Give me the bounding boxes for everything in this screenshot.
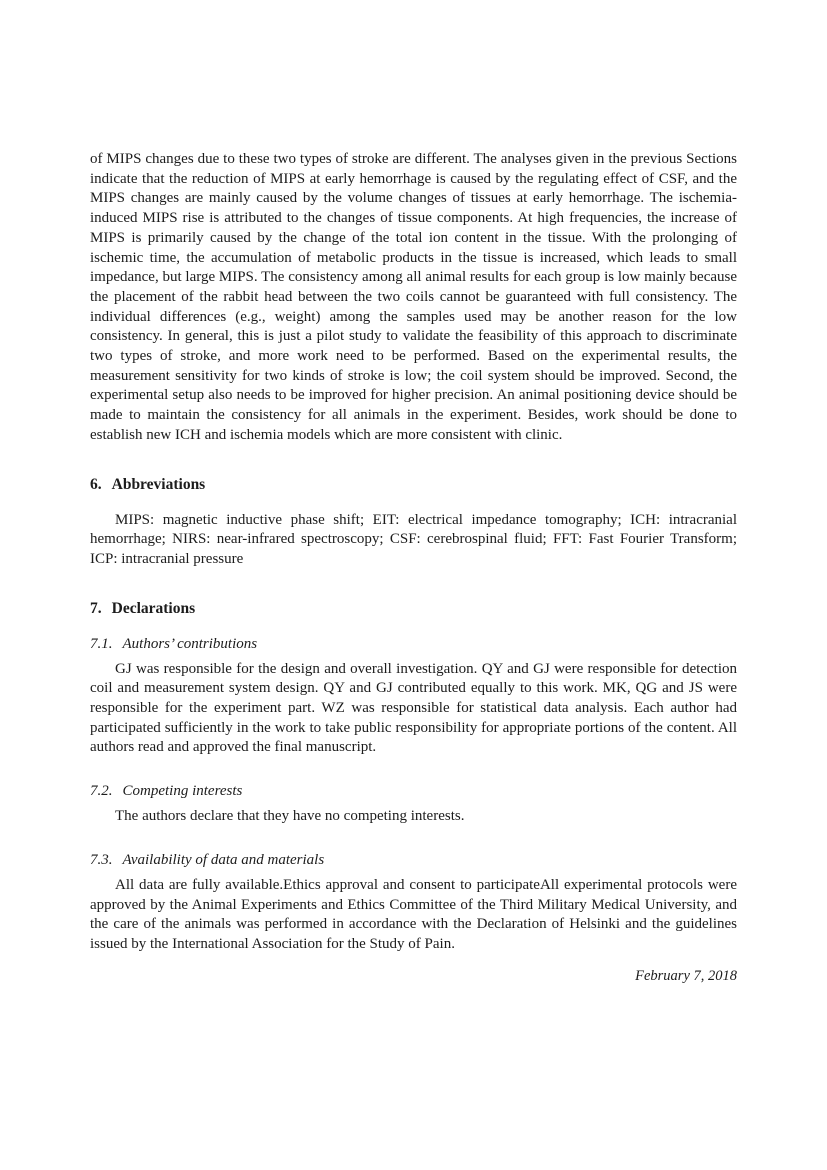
- section-heading-declarations: [90, 600, 737, 618]
- discussion-continuation-paragraph: of MIPS changes due to these two types of stroke are different. The analyses given in the previous Sections indicate that the reduction of MIPS at early hemorrhage is caused by the regulating effect of CSF, and the MIPS changes are mainly caused by the volume changes of tissues at early hemorrhage. The ischemia-induced MIPS rise is attributed to the changes of tissue components. At high frequencies, the increase of MIPS is primarily caused by the change of the total ion content in the tissue. With the prolonging of ischemic time, the accumulation of metabolic products in the tissue is increased, which leads to small impedance, but large MIPS. The consistency among all animal results for each group is low mainly because the placement of the rabbit head between the two coils cannot be guaranteed with full consistency. The individual differences (e.g., weight) among the samples used may be another reason for the low consistency. In general, this is just a pilot study to validate the feasibility of this approach to discriminate two types of stroke, and more work need to be performed. Based on the experimental results, the measurement sensitivity for two kinds of stroke is low; the coil system should be improved. Second, the experimental setup also needs to be improved for higher precision. An animal positioning device should be made to maintain the consistency for all animals in the experiment. Besides, work should be done to establish new ICH and ischemia models which are more consistent with clinic.: [90, 151, 737, 443]
- subsection-number-authors-contributions: 7.1.: [90, 635, 113, 652]
- section-number-abbreviations: 6.: [90, 475, 102, 493]
- subsection-number-availability: 7.3.: [90, 851, 113, 868]
- section-title-declarations: Declarations: [111, 599, 196, 617]
- abbreviations-paragraph: MIPS: magnetic inductive phase shift; EIT: electrical impedance tomography; ICH: intracranial hemorrhage; NIRS: near-infrared spectroscopy; CSF: cerebrospinal fluid; FFT: Fast Fourier Transform; ICP: intracranial pressure: [90, 511, 737, 567]
- section-title-abbreviations: Abbreviations: [111, 475, 206, 493]
- subsection-heading-availability: [90, 851, 737, 869]
- subsection-title-availability: Availability of data and materials: [122, 851, 325, 868]
- subsection-heading-competing-interests: [90, 782, 737, 800]
- competing-interests-paragraph: The authors declare that they have no competing interests.: [115, 808, 465, 825]
- subsection-title-authors-contributions: Authors’ contributions: [122, 635, 258, 652]
- section-number-declarations: 7.: [90, 599, 102, 617]
- document-date: February 7, 2018: [635, 967, 737, 984]
- subsection-number-competing-interests: 7.2.: [90, 783, 113, 800]
- authors-contributions-paragraph: GJ was responsible for the design and overall investigation. QY and GJ were responsible for detection coil and measurement system design. QY and GJ contributed equally to this work. MK, QG and JS were responsible for the experiment part. WZ was responsible for statistical data analysis. Each author had participated sufficiently in the work to take public responsibility for appropriate portions of the content. All authors read and approved the final manuscript.: [90, 660, 737, 756]
- subsection-heading-authors-contributions: [90, 635, 737, 653]
- availability-paragraph: All data are fully available.Ethics approval and consent to participateAll experimental protocols were approved by the Animal Experiments and Ethics Committee of the Third Military Medical University, and the care of the animals was performed in accordance with the Declaration of Helsinki and the guidelines issued by the International Association for the Study of Pain.: [90, 876, 737, 952]
- subsection-title-competing-interests: Competing interests: [122, 783, 243, 800]
- section-heading-abbreviations: [90, 476, 737, 494]
